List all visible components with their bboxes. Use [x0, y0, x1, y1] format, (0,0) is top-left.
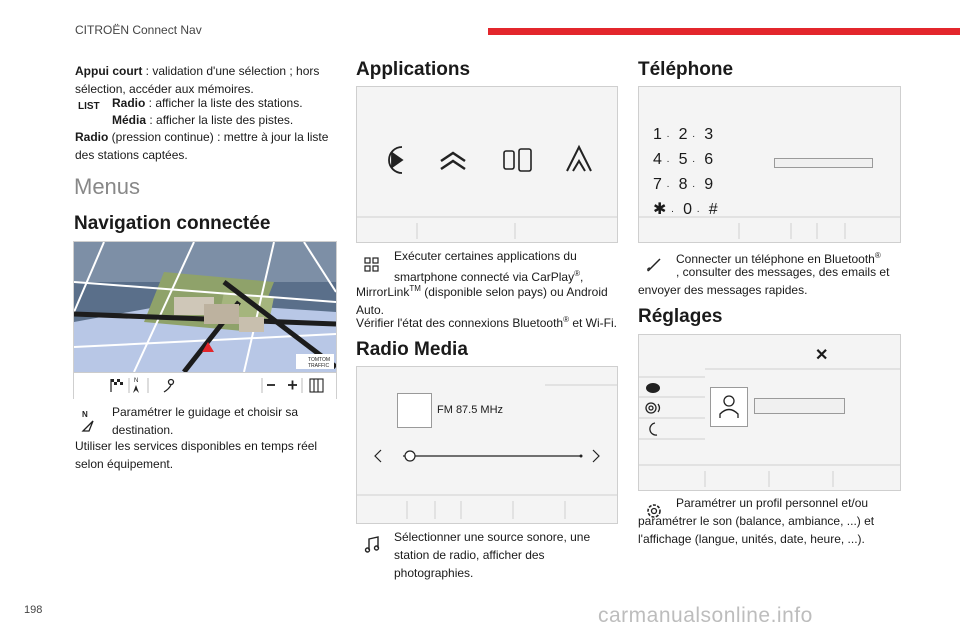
radio-screen: [356, 366, 618, 524]
north-arrow-icon: [133, 378, 139, 393]
radio-desc: Sélectionner une source sonore, une station de radio, afficher des photographies.: [394, 530, 591, 580]
nav-heading: Navigation connectée: [74, 213, 271, 234]
navigation-screen: [73, 241, 337, 399]
apps-desc-3-sup: ®: [563, 315, 569, 324]
navigation-map: [74, 242, 336, 372]
radio-frequency: FM 87.5 MHz: [437, 404, 504, 416]
list-button-icon: LIST: [78, 101, 100, 112]
media-bold: Média: [112, 113, 147, 127]
profile-name-field[interactable]: [754, 398, 845, 414]
close-icon[interactable]: ✕: [815, 347, 829, 364]
settings-heading: Réglages: [638, 306, 723, 327]
map-label-tomtom: TOMTOM: [308, 357, 331, 363]
apps-desc-1-text: Exécuter certaines applications du smartphone connecté via CarPlay: [394, 249, 577, 284]
route-icon: [164, 380, 174, 393]
apps-desc-2-sup: TM: [409, 284, 421, 293]
phone-desc-1a: Connecter un téléphone en Bluetooth: [676, 252, 875, 266]
apps-screen-icons: [357, 87, 617, 242]
play-app-icon: [389, 147, 402, 173]
radio-text: : afficher la liste des stations.: [145, 96, 303, 110]
apps-desc-3: [356, 311, 626, 332]
keypad-row: ✱ · 0 · #: [653, 201, 718, 218]
zoom-in-icon: [288, 381, 297, 390]
apps-screen: [356, 86, 618, 243]
map-toolbar: [74, 372, 336, 399]
map-label-traffic: TRAFFIC: [308, 363, 330, 369]
radio2-bold: Radio: [75, 130, 109, 144]
sound-settings-icon: [646, 403, 660, 413]
apps-desc-3b: et Wi-Fi.: [569, 316, 617, 330]
radio-long-press: [75, 128, 340, 164]
apps-desc-2b: (disponible selon pays) ou Android Auto.: [356, 285, 608, 317]
media-text: : afficher la liste des pistes.: [146, 113, 294, 127]
applications-grid-icon: [364, 257, 380, 273]
chevron-right-icon: [593, 450, 599, 462]
intro-text: : validation d'une sélection ; hors sélection, accéder aux mémoires.: [75, 64, 320, 96]
intro-short-press: [75, 62, 340, 98]
mirror-phone-icon: [504, 149, 531, 171]
palette-icon: [646, 383, 660, 393]
radio-heading: Radio Media: [356, 339, 468, 360]
android-auto-icon: [567, 147, 591, 171]
apps-desc-1: Exécuter certaines applications du smartphone connecté via CarPlay®,: [394, 249, 584, 284]
apps-desc-3a: Vérifier l'état des connexions Bluetooth: [356, 316, 564, 330]
chevron-left-icon: [375, 450, 381, 462]
page-number: 198: [24, 604, 43, 616]
settings-screen: [638, 334, 901, 491]
apps-desc-2a: MirrorLink: [356, 285, 410, 299]
moon-icon: [650, 423, 657, 435]
navigation-menu-icon: [80, 409, 96, 433]
header-title: CITROËN Connect Nav: [75, 23, 202, 37]
keypad-row: 7 · 8 · 9: [653, 176, 714, 193]
phone-desc-2: , consulter des messages, des emails et envoyer des messages rapides.: [638, 265, 890, 297]
map-toolbar-icons: [74, 373, 336, 399]
media-list-line: [112, 111, 342, 129]
radio-list-line: [112, 94, 342, 112]
radio-bold: Radio: [112, 96, 146, 110]
music-note-icon: [364, 536, 380, 554]
nav-desc-2: Utiliser les services disponibles en temps réel selon équipement.: [75, 439, 318, 471]
apps-desc-1-sup: ®: [574, 269, 580, 278]
keypad-row: 1 · 2 · 3: [653, 126, 714, 143]
keypad-row: 4 · 5 · 6: [653, 151, 714, 168]
citroen-chevrons-icon: [441, 153, 465, 169]
radio-screen-graphics: [357, 367, 617, 523]
phone-heading: Téléphone: [638, 59, 734, 80]
checkered-flag-icon: [111, 379, 123, 392]
phone-screen-lines: [639, 87, 900, 242]
radio2-text: (pression continue) : mettre à jour la liste des stations captées.: [75, 130, 329, 162]
phone-desc-1-sup: ®: [874, 251, 881, 260]
settings-desc: Paramétrer un profil personnel et/ou paramétrer le son (balance, ambiance, ...) et l'affichage (langue, unités, date, heure, ...).: [638, 496, 875, 546]
profile-icon: [711, 388, 747, 426]
watermark[interactable]: carmanualsonline.info: [598, 604, 813, 627]
frequency-slider-knob: [405, 451, 415, 461]
svg-text:N: N: [82, 410, 88, 419]
phone-screen: [638, 86, 901, 243]
profile-button[interactable]: [710, 387, 748, 427]
menus-heading: Menus: [74, 174, 141, 199]
svg-text:N: N: [134, 378, 139, 384]
nav-desc-1: Paramétrer le guidage et choisir sa destination.: [112, 405, 299, 437]
apps-heading: Applications: [356, 59, 471, 80]
intro-bold: Appui court: [75, 64, 143, 78]
settings-map-icon: [310, 379, 323, 392]
header-red-bar: [488, 28, 960, 35]
